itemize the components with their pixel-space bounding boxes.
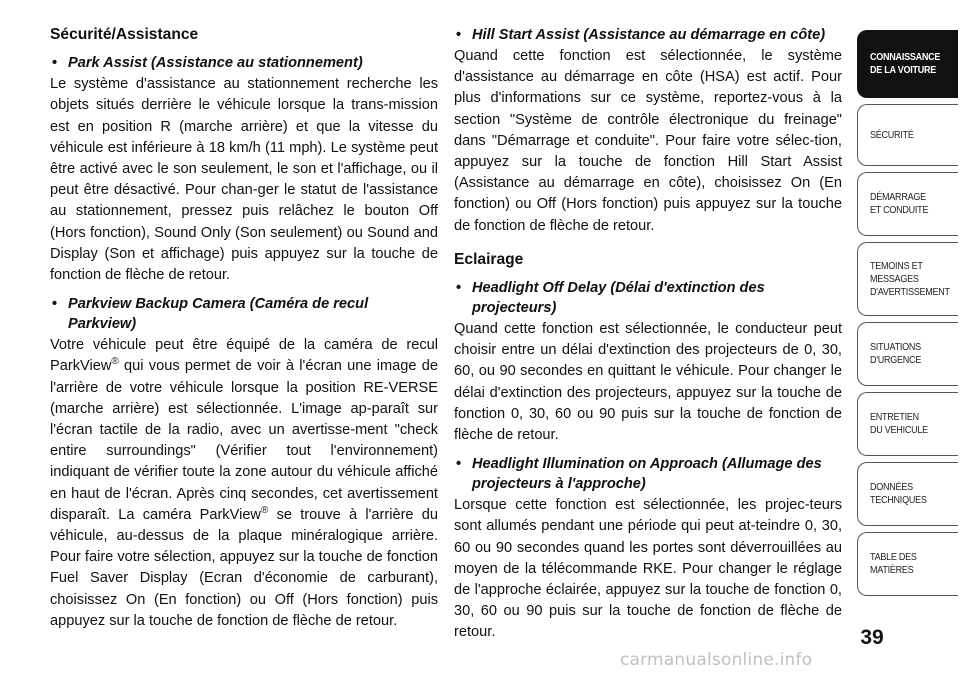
tab-table-matieres[interactable] xyxy=(857,532,958,596)
parkview-text xyxy=(50,335,438,632)
page-number: 39 xyxy=(860,626,884,649)
tab-label: SITUATIONS D'URGENCE xyxy=(870,341,922,366)
parkview-text-c: se trouve à l'arrière du véhicule, au-dessus de la plaque minéralogique arrière. Pour faire votre sélection, appuyez sur la touche de fonction Fuel Saver Display (Ecran d'économie de carburant), choisissez On (En fonction) ou Off (Hors fonction) puis appuyez sur la touche de fonction de flèche de retour. xyxy=(50,506,439,629)
park-assist-text: Le système d'assistance au stationnement recherche les objets situés derrière le véhicule lorsque la trans-mission est en position R (marche arrière) et que la vitesse du véhicule est inférieure à 18 km/h (11 mph). Le système peut être activé avec le son seulement, le son et l'affichage, ou il peut être désactivé. Pour chan-ger le statut de l'assistance au stationnement, pressez puis relâchez le bouton Off (Hors fonction), Sound Only (Son seulement) ou Sound and Display (Son et affichage) puis appuyez sur la touche de fonction de flèche de retour. xyxy=(50,76,438,284)
feature-title-text: Parkview Backup Camera (Caméra de recul Parkview) xyxy=(68,296,369,333)
tab-connaissance-voiture[interactable] xyxy=(857,30,958,98)
tab-label: TEMOINS ET MESSAGES D'AVERTISSEMENT xyxy=(870,259,950,298)
section-title-securite: Sécurité/Assistance xyxy=(50,26,199,43)
feature-parkview-title xyxy=(50,294,438,334)
tab-label: CONNAISSANCE DE LA VOITURE xyxy=(870,51,941,76)
tab-demarrage-conduite[interactable] xyxy=(857,172,958,236)
bullet: • xyxy=(456,456,462,473)
parkview-text-a: Votre véhicule peut être équipé de la caméra de recul ParkView xyxy=(50,337,438,375)
headlight-approach-text: Lorsque cette fonction est sélectionnée, les projec-teurs sont allumés pendant une période qui peut at-teindre 0, 30, 60 ou 90 secondes quand les portes sont déverrouillées au moyen de la télécommande RKE. Pour changer le réglage de l'approche éclairée, appuyez sur la touche de fonction 0, 30, 60 ou 90 puis sur la touche de fonction de flèche de retour. xyxy=(454,497,842,641)
parkview-text-b: qui vous permet de voir à l'écran une image de l'arrière de votre véhicule lorsque la position RE-VERSE (marche arrière) est sélectionnée. L'image ap-paraît sur l'écran tactile de la radio, avec un avertisse-ment "check entire surroundings" (Vérifier tout l'environnement) indiquant de vérifier toute la zone autour du véhicule affiché en haut de l'écran. Après cinq secondes, cet avertissement disparaît. La caméra ParkView xyxy=(50,358,438,523)
bullet: • xyxy=(52,55,58,72)
feature-title-text: Hill Start Assist (Assistance au démarrage en côte) xyxy=(472,27,826,43)
feature-headlight-approach-title xyxy=(454,454,842,494)
tab-label: TABLE DES MATIÈRES xyxy=(870,551,917,576)
feature-title-text: Headlight Illumination on Approach (Allumage des projecteurs à l'approche) xyxy=(472,456,822,493)
tab-label: DÉMARRAGE ET CONDUITE xyxy=(870,191,929,216)
watermark: carmanualsonline.info xyxy=(620,650,813,670)
registered-mark: ® xyxy=(260,505,269,516)
tab-situations-urgence[interactable] xyxy=(857,322,958,386)
feature-title-text: Headlight Off Delay (Délai d'extinction des projecteurs) xyxy=(472,280,765,317)
headlight-delay-text: Quand cette fonction est sélectionnée, le conducteur peut choisir entre un délai d'extinction des projecteurs de 0, 30, 60, ou 90 secondes en quittant le véhicule. Pour changer le délai d'extinction des projecteurs, appuyez sur la touche de fonction 0, 30, 60 ou 90 puis sur la touche de fonction de flèche de retour. xyxy=(454,321,842,444)
feature-hill-start-title xyxy=(454,25,842,45)
tab-entretien-vehicule[interactable] xyxy=(857,392,958,456)
tab-label: SÉCURITÉ xyxy=(870,128,914,141)
right-column xyxy=(454,22,842,652)
left-column xyxy=(50,22,438,640)
registered-mark: ® xyxy=(111,356,119,368)
tab-securite[interactable] xyxy=(857,104,958,166)
tab-temoins-messages[interactable] xyxy=(857,242,958,316)
feature-title-text: Park Assist (Assistance au stationnement) xyxy=(68,55,363,72)
hill-start-text: Quand cette fonction est sélectionnée, le système d'assistance au démarrage en côte (HSA) est actif. Pour plus d'informations sur ce système, reportez-vous à la section "Système de contrôle électronique du freinage" dans "Démarrage et conduite". Pour faire votre sélec-tion, appuyez sur la touche de fonction Hill Start Assist (Assistance au démarrage en côte), choisissez On (En fonction) ou Off (Hors fonction) puis appuyez sur la touche de fonction de flèche de retour. xyxy=(454,48,842,234)
chapter-tabs xyxy=(857,30,960,602)
tab-label: DONNÉES TECHNIQUES xyxy=(870,481,927,506)
section-title-eclairage: Eclairage xyxy=(454,250,524,268)
tab-label: ENTRETIEN DU VEHICULE xyxy=(870,411,928,436)
tab-donnees-techniques[interactable] xyxy=(857,462,958,526)
bullet: • xyxy=(52,296,58,313)
bullet: • xyxy=(456,280,462,297)
feature-park-assist-title xyxy=(50,53,438,73)
feature-headlight-delay-title xyxy=(454,278,842,318)
bullet: • xyxy=(456,27,462,43)
